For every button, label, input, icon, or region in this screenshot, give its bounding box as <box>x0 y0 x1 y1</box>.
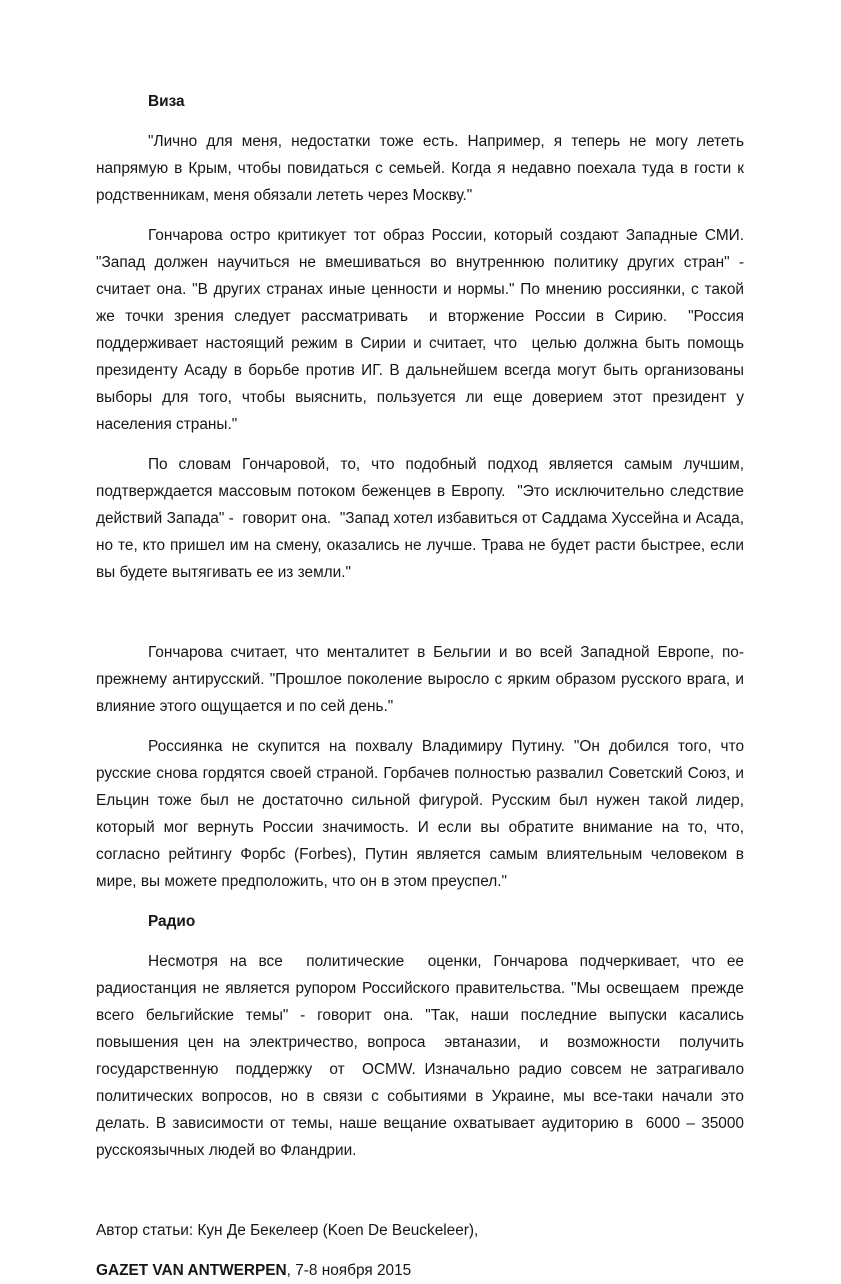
paragraph-visa-quote: "Лично для меня, недостатки тоже есть. Например, я теперь не могу лететь напрямую в Крым, чтобы повидаться с семьей. Когда я недавно поехала туда в гости к родственникам, меня обязали лететь через Москву." <box>96 133 749 204</box>
section-heading-radio: Радио <box>148 913 196 930</box>
paragraph-putin: Россиянка не скупится на похвалу Владимиру Путину. "Он добился того, что русские снова гордятся своей страной. Горбачев полностью развалил Советский Союз, и Ельцин тоже был не достаточно сильной фигурой. Русским был нужен такой лидер, который мог вернуть России значимость. И если вы обратите внимание на то, что, согласно рейтингу Форбс (Forbes), Путин является самым влиятельным человеком в мире, вы можете предположить, что он в этом преуспел." <box>96 738 749 890</box>
paragraph-refugees: По словам Гончаровой, то, что подобный подход является самым лучшим, подтверждается массовым потоком беженцев в Европу. "Это исключительно следствие действий Запада" - говорит она. "Запад хотел избавиться от Саддама Хуссейна и Асада, но те, кто пришел им на смену, оказались не лучше. Трава не будет расти быстрее, если вы будете вытягивать ее из земли." <box>96 456 749 581</box>
blank-line-gap <box>96 1177 744 1217</box>
paragraph-mentality: Гончарова считает, что менталитет в Бельгии и во всей Западной Европе, по-прежнему антирусский. "Прошлое поколение выросло с ярким образом русского врага, и влияние этого ощущается и по сей день." <box>96 644 749 715</box>
blank-line-gap <box>96 599 744 639</box>
publication-date: , 7-8 ноября 2015 <box>286 1262 412 1279</box>
author-line: Автор статьи: Кун Де Бекелеер (Koen De Beuckeleer), <box>96 1222 479 1239</box>
paragraph-western-media: Гончарова остро критикует тот образ России, который создают Западные СМИ. "Запад должен научиться не вмешиваться во внутреннюю политику других стран" - считает она. "В других странах иные ценности и нормы." По мнению россиянки, с такой же точки зрения следует рассматривать и вторжение России в Сирию. "Россия поддерживает настоящий режим в Сирии и считает, что целью должна быть помощь президенту Асаду в борьбе против ИГ. В дальнейшем всегда могут быть организованы выборы для того, чтобы выяснить, пользуется ли еще доверием этот президент у населения страны." <box>96 227 749 433</box>
paragraph-radio: Несмотря на все политические оценки, Гончарова подчеркивает, что ее радиостанция не является рупором Российского правительства. "Мы освещаем прежде всего бельгийские темы" - говорит она. "Так, наши последние выпуски касались повышения цен на электричество, вопроса эвтаназии, и возможности получить государственную поддержку от OCMW. Изначально радио совсем не затрагивало политических вопросов, но в связи с событиями в Украине, мы все-таки начали это делать. В зависимости от темы, наше вещание охватывает аудиторию в 6000 – 35000 русскоязычных людей во Фландрии. <box>96 953 753 1159</box>
section-heading-visa: Виза <box>148 93 185 110</box>
publication-line <box>96 1257 744 1284</box>
publication-name: GAZET VAN ANTWERPEN <box>96 1262 287 1279</box>
